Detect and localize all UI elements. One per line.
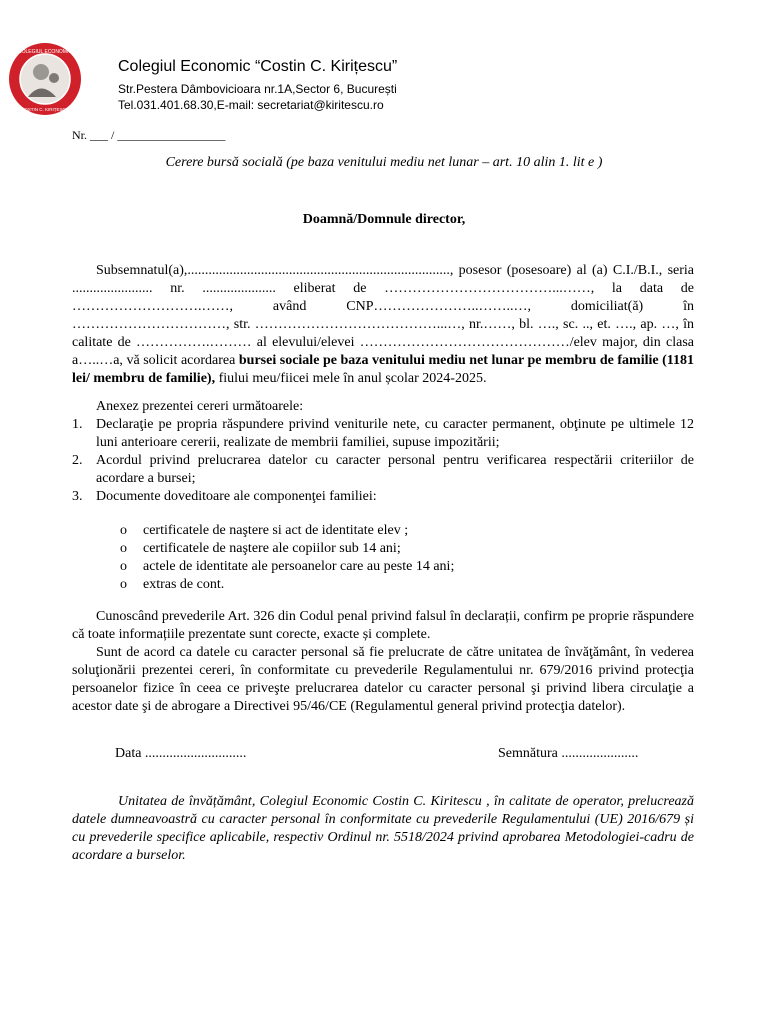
- item-text: Documente doveditoare ale componenţei familiei:: [96, 489, 377, 504]
- item-text: certificatele de naştere si act de identitate elev ;: [143, 523, 409, 538]
- item-text: extras de cont.: [143, 577, 225, 592]
- registration-number: Nr. ___ / __________________: [72, 128, 226, 142]
- request-body: [72, 262, 694, 716]
- list-item: [72, 522, 694, 540]
- signature-field: Semnătura ......................: [498, 746, 639, 761]
- list-item: [72, 576, 694, 594]
- school-logo: [8, 42, 82, 116]
- item-text: Declaraţie pe propria răspundere privind veniturile nete, cu caracter permanent, obţinute pe ultimele 12 luni anterioare cererii, realizate de membrii familiei, supuse impozitării;: [96, 417, 694, 450]
- item-number: 2.: [72, 453, 83, 468]
- item-text: certificatele de naştere ale copiilor sub 14 ani;: [143, 541, 401, 556]
- list-item: [72, 540, 694, 558]
- letterhead: [118, 58, 397, 113]
- logo-text-bottom: COSTIN C. KIRIȚESCU: [20, 107, 70, 112]
- document-title: Cerere bursă socială (pe baza venitului mediu net lunar – art. 10 alin 1. lit e ): [165, 155, 603, 170]
- family-documents-list: [72, 522, 694, 594]
- list-item: [72, 488, 694, 506]
- list-item: [72, 558, 694, 576]
- gdpr-text: Unitatea de învățământ, Colegiul Economic Costin C. Kiritescu , în calitate de operator, prelucrează datele dumneavoastră cu caracter personal în conformitate cu prevederile Regulamentului (UE) 2016/679 și cu prevederile specifice aplicabile, respectiv Ordinul nr. 5518/2024 privind aprobarea Metodologiei-cadru de acordare a burselor.: [72, 794, 694, 863]
- logo-text-top: COLEGIUL ECONOMIC: [18, 49, 72, 55]
- bullet-icon: o: [120, 523, 127, 538]
- consent-paragraph: Sunt de acord ca datele cu caracter personal să fie prelucrate de către unitatea de învăţământ, în vederea soluţionării prezentei cereri, în conformitate cu prevederile Regulamentului nr. 679/2016 privind protecţia persoanelor fizice în ceea ce priveşte prelucrarea datelor cu caracter personal şi privind libera circulaţie a acestor date şi de abrogare a Directivei 95/46/CE (Regulamentul general privind protecţia datelor).: [72, 645, 694, 714]
- list-item: [72, 416, 694, 452]
- salutation: Doamnă/Domnule director,: [302, 212, 466, 227]
- item-text: actele de identitate ale persoanelor care au peste 14 ani;: [143, 559, 455, 574]
- attachments-intro: Anexez prezentei cereri următoarele:: [96, 399, 304, 414]
- applicant-text: Subsemnatul(a),..........................................................................., posesor (posesoare) al (a) C.I./B.I., seria ....................... nr. ..................... eliberat de ………………………………...……, la data de ……………………….……, având CNP…………………..……..…, domiciliat(ă) în ……………………………, str. …………………………………...…, nr.……, bl. …., sc. .., et. …., ap. …, în calitate de …………….……… al elevului/elevei ………………………………………/elev major, din clasa a…..…a, vă solicit acordarea: [72, 263, 694, 368]
- date-field: Data .............................: [115, 746, 247, 761]
- item-number: 3.: [72, 489, 83, 504]
- bullet-icon: o: [120, 577, 127, 592]
- item-text: Acordul privind prelucrarea datelor cu caracter personal pentru verificarea respectării criteriilor de acordare a bursei;: [96, 453, 694, 486]
- applicant-text-end: fiului meu/fiicei mele în anul școlar 2024-2025.: [215, 371, 487, 386]
- gdpr-notice: [72, 793, 694, 865]
- item-number: 1.: [72, 417, 83, 432]
- bullet-icon: o: [120, 559, 127, 574]
- scholarship-type: bursei sociale pe baza venitului mediu net lunar pe membru de familie (1181 lei/ membru de familie),: [72, 353, 694, 386]
- applicant-paragraph: [72, 262, 694, 388]
- list-item: [72, 452, 694, 488]
- school-contact: Tel.031.401.68.30,E-mail: secretariat@kiritescu.ro: [118, 98, 384, 112]
- bullet-icon: o: [120, 541, 127, 556]
- attachments-list: [72, 416, 694, 506]
- school-address: Str.Pestera Dâmbovicioara nr.1A,Sector 6, București: [118, 82, 397, 96]
- penal-code-paragraph: Cunoscând prevederile Art. 326 din Codul penal privind falsul în declarații, confirm pe proprie răspundere că toate informațiile prezentate sunt corecte, exacte și complete.: [72, 609, 694, 642]
- school-name: Colegiul Economic “Costin C. Kirițescu”: [118, 58, 398, 75]
